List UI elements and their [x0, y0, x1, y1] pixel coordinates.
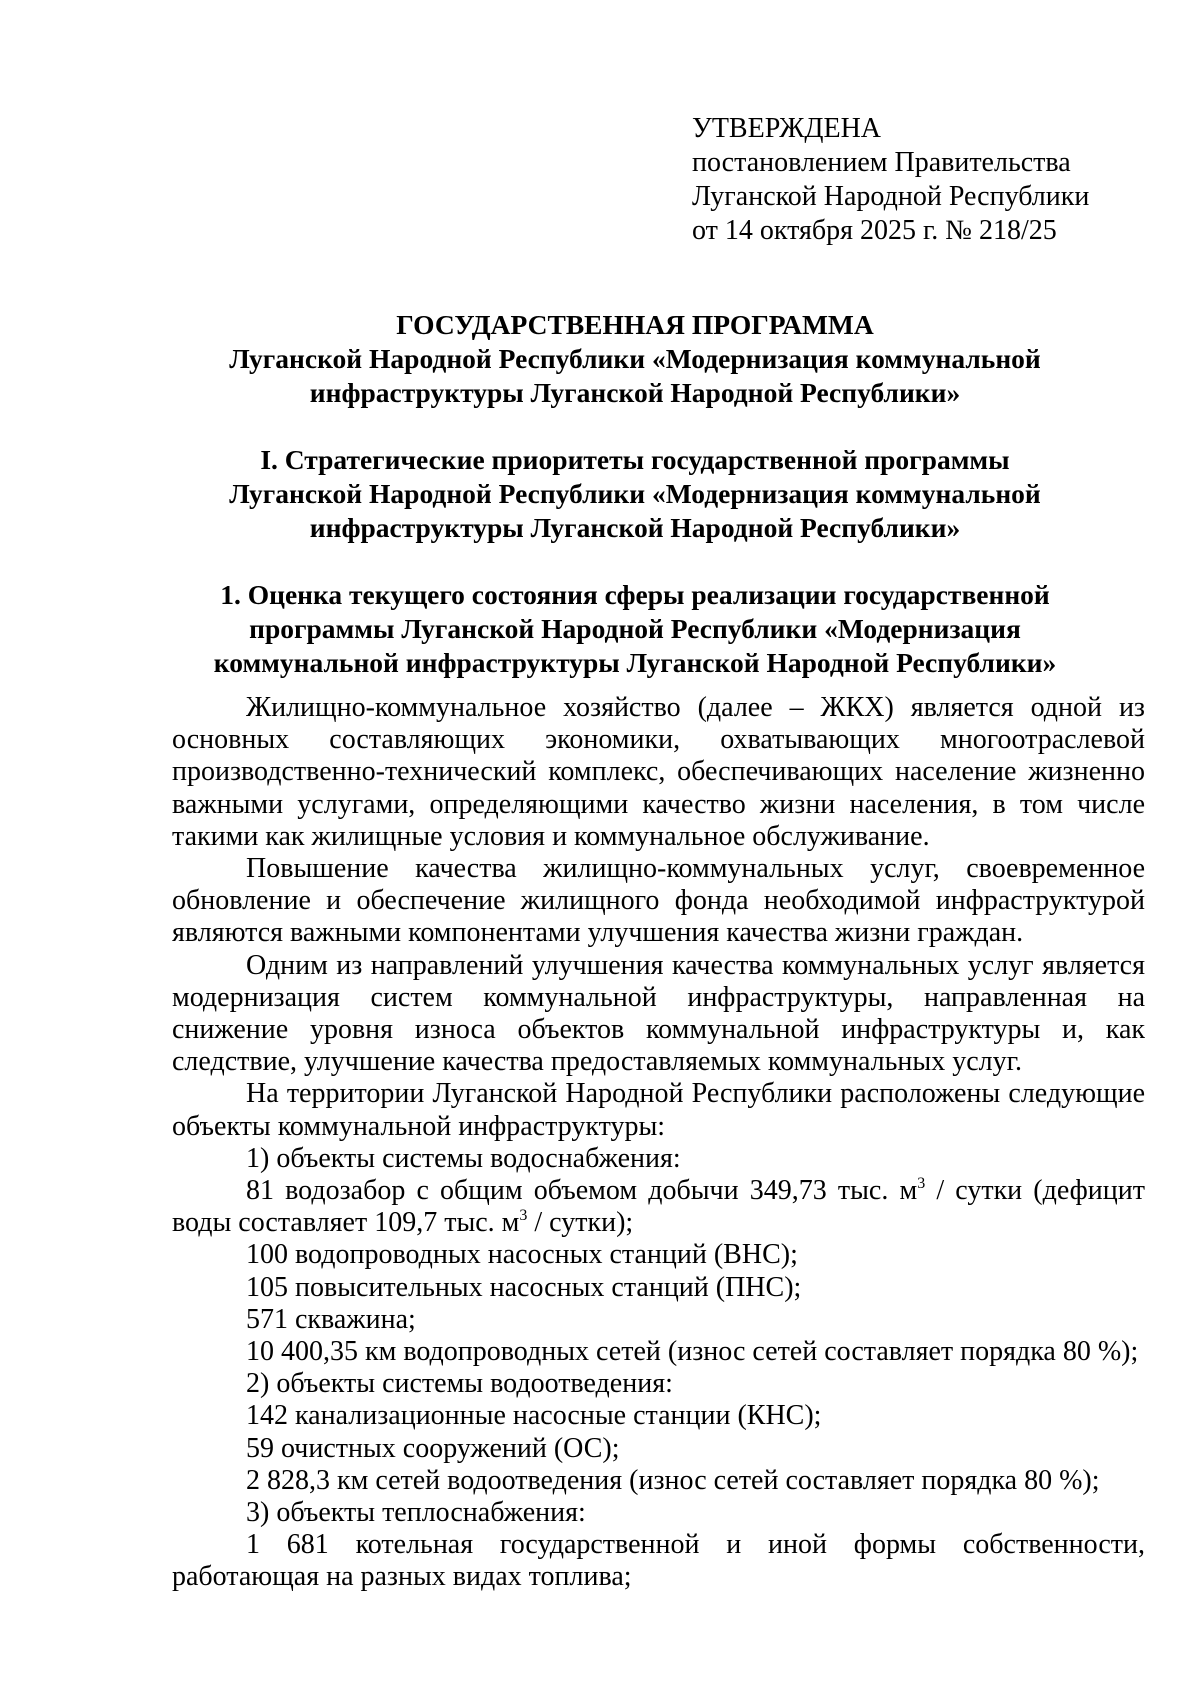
- list-item: 100 водопроводных насосных станций (ВНС);: [246, 1239, 798, 1271]
- list-item: 571 скважина;: [246, 1303, 416, 1335]
- section-title-line: I. Стратегические приоритеты государственной программы: [260, 444, 1010, 475]
- superscript: 3: [917, 1175, 926, 1193]
- body-text: [172, 692, 1145, 1594]
- section-title-line: инфраструктуры Луганской Народной Республики»: [309, 512, 961, 543]
- paragraph: На территории Луганской Народной Республики расположены следующие объекты коммунальной инфраструктуры:: [172, 1078, 1145, 1142]
- program-title-line: ГОСУДАРСТВЕННАЯ ПРОГРАММА: [396, 309, 874, 340]
- list-item: 2 828,3 км сетей водоотведения (износ сетей составляет порядка 80 %);: [246, 1464, 1100, 1496]
- list-item: 142 канализационные насосные станции (КНС);: [246, 1400, 822, 1432]
- list-item: 105 повысительных насосных станций (ПНС);: [246, 1271, 802, 1303]
- text-run: / сутки);: [527, 1207, 634, 1239]
- paragraph: Одним из направлений улучшения качества коммунальных услуг является модернизация систем коммунальной инфраструктуры, направленная на снижение уровня износа объектов коммунальной инфраструктуры и, как следствие, улучшение качества предоставляемых коммунальных услуг.: [172, 949, 1145, 1078]
- approval-stamp: [692, 112, 1089, 248]
- approval-line: Луганской Народной Республики: [692, 181, 1090, 212]
- program-title-line: инфраструктуры Луганской Народной Республики»: [309, 377, 961, 408]
- superscript: 3: [519, 1207, 528, 1225]
- approval-line: постановлением Правительства: [692, 147, 1071, 178]
- subsection-title-line: программы Луганской Народной Республики «Модернизация: [249, 613, 1021, 644]
- paragraph: Повышение качества жилищно-коммунальных услуг, своевременное обновление и обеспечение жилищного фонда необходимой инфраструктурой являются важными компонентами улучшения качества жизни граждан.: [172, 853, 1145, 949]
- paragraph-water-intake: [172, 1175, 1145, 1239]
- approval-date-number: от 14 октября 2025 г. № 218/25: [692, 215, 1057, 246]
- text-run: 81 водозабор с общим объемом добычи 349,73 тыс. м: [246, 1175, 918, 1207]
- list-item: 59 очистных сооружений (ОС);: [246, 1432, 620, 1464]
- section-title: [172, 443, 1098, 545]
- list-heading: 2) объекты системы водоотведения:: [246, 1368, 673, 1400]
- list-heading: 1) объекты системы водоснабжения:: [246, 1142, 681, 1174]
- subsection-title-line: 1. Оценка текущего состояния сферы реализации государственной: [220, 579, 1050, 610]
- approval-status: УТВЕРЖДЕНА: [692, 113, 882, 144]
- program-title: [172, 308, 1098, 410]
- list-item: 10 400,35 км водопроводных сетей (износ сетей составляет порядка 80 %);: [246, 1336, 1139, 1368]
- list-heading: 3) объекты теплоснабжения:: [246, 1497, 586, 1529]
- text-run: / сутки (дефицит воды составляет 109,7 тыс. м: [172, 1175, 1145, 1239]
- subsection-title-line: коммунальной инфраструктуры Луганской Народной Республики»: [213, 647, 1057, 678]
- program-title-line: Луганской Народной Республики «Модернизация коммунальной: [229, 343, 1041, 374]
- list-item: 1 681 котельная государственной и иной формы собственности, работающая на разных видах топлива;: [172, 1529, 1145, 1593]
- subsection-title: [172, 578, 1098, 680]
- section-title-line: Луганской Народной Республики «Модернизация коммунальной: [229, 478, 1041, 509]
- paragraph: Жилищно-коммунальное хозяйство (далее – ЖКХ) является одной из основных составляющих экономики, охватывающих многоотраслевой производственно-технический комплекс, обеспечивающих население жизненно важными услугами, определяющими качество жизни населения, в том числе такими как жилищные условия и коммунальное обслуживание.: [172, 692, 1145, 852]
